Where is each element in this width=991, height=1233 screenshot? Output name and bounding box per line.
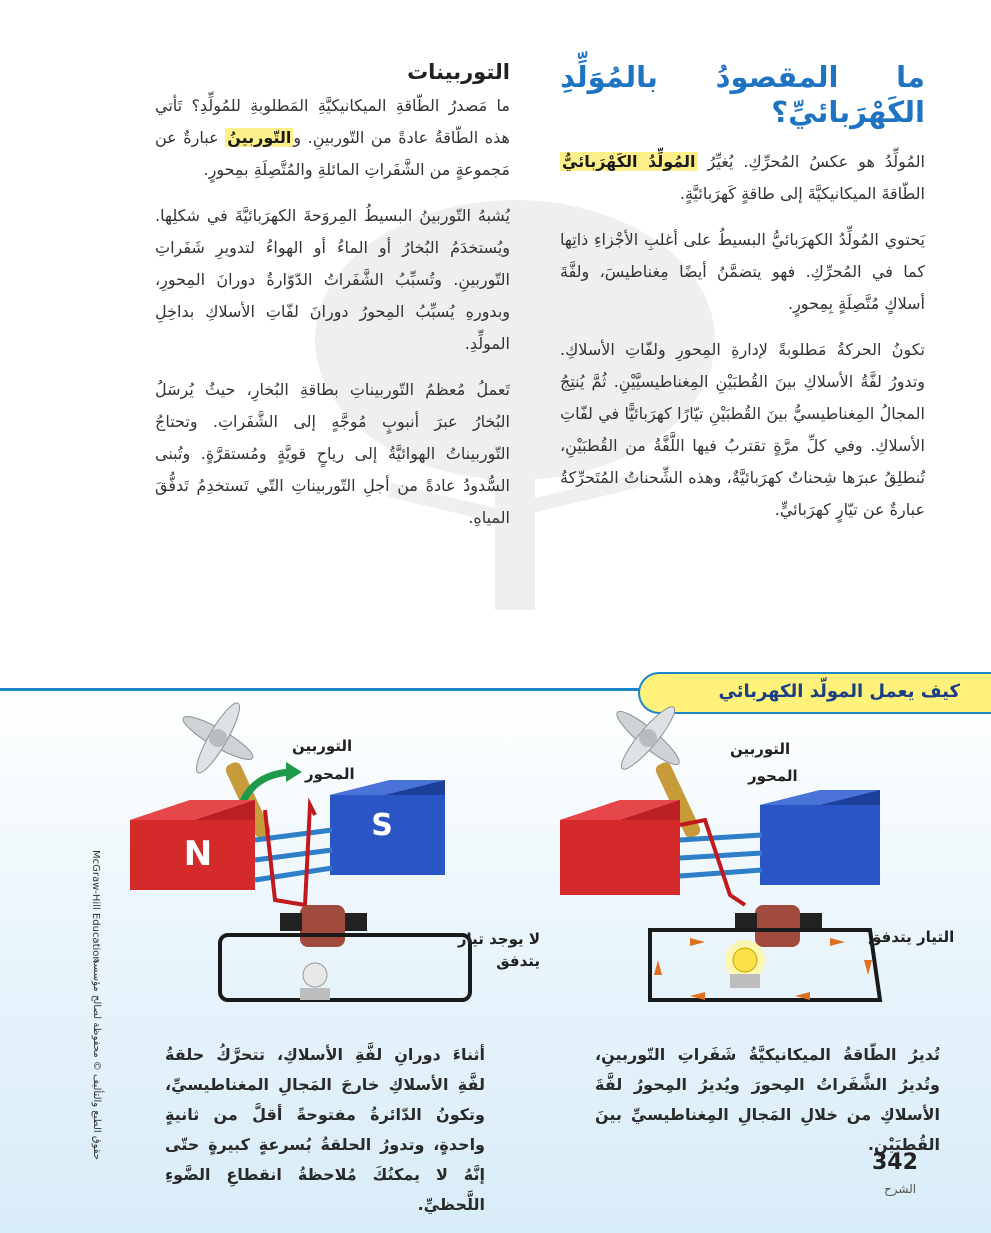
left-axle-label: المحور [305, 765, 355, 783]
parts-paragraph: يَحتوي المُولِّدُ الكهرَبائيُّ البسيطُ على أغلبِ الأجْزاءِ ذاتِها كما في المُحرِّكِ. فهو يتضمَّنُ أيضًا مِغناطيسَ، ولفَّةَ أسلاكٍ مُتَّصِلَةٍ بِمِحورٍ. [560, 229, 925, 313]
north-pole-label: N [183, 834, 213, 874]
page-number: 342 [872, 1150, 918, 1175]
turbine-shape-paragraph: يُشبهُ التّوربينُ البسيطُ المِروَحةَ الكهرَبائيَّةَ في شكلِها. ويُستخدَمُ البُخارُ أو الماءُ أو الهواءُ لتدويرِ شَفَراتِ التّوربينِ. وتُسبِّبُ الشَّفَراتُ الدّوّارةُ دورانَ المِحورِ، وبدورهِ يُسبِّبُ المِحورُ دورانَ لفّاتِ الأسلاكِ بداخِلِ المولِّدِ. [155, 206, 510, 353]
turbine-definition-paragraph [155, 90, 510, 186]
right-turbine-label: التوربين [730, 740, 791, 758]
current-arrows-icon [654, 938, 872, 1000]
current-flows-label: التيار يتدفق [868, 928, 955, 946]
right-diagram-caption: تُديرُ الطّاقةُ الميكانيكيَّةُ شَفَراتِ التّوربينِ، وتُديرُ الشَّفَراتُ المِحورَ ويُديرُ المِحورُ لفَّةَ الأسلاكِ من خلالِ المَجالِ المِغناطيسيِّ بينَ القُطبَيْنِ. [595, 1045, 940, 1154]
south-pole-label: S [371, 808, 393, 843]
copyright-notice: حقوق الطبع والتأليف © محفوظة لصالح مؤسسة [91, 958, 102, 1160]
right-axle-label: المحور [748, 767, 798, 785]
motion-paragraph: تكونُ الحركةُ مَطلوبةً لإدارةِ المِحورِ ولفّاتِ الأسلاكِ. وتدورُ لفَّةُ الأسلاكِ بينَ القُطبَيْنِ المِغناطيسيَّيْنِ. ثُمَّ يُنتِجُ المجالُ المِغناطيسيُّ بينَ القُطبَيْنِ تيّارًا كهرَبائيًّا في لفّاتِ الأسلاكِ. وفي كلِّ مرَّةٍ تقتربُ فيها اللَّفَّةُ من القُطبَيْنِ، تُنطلِقُ عبرَها شِحناتٌ كهرَبائيَّةٌ، وهذه الشِّحناتُ المُتَحرِّكةُ عبارةٌ عن تيّارٍ كهرَبائيٍّ. [560, 339, 925, 519]
left-diagram-caption: أثناءَ دورانِ لفَّةِ الأسلاكِ، تتحرَّكُ حلقةُ لفَّةِ الأسلاكِ خارجَ المَجالِ المغناطيسيِّ، وتكونُ الدّائرةُ مفتوحةً أقلَّ من ثانيةٍ واحدةٍ، وتدورُ الحلقةُ بُسرعةٍ كبيرةٍ حتّى إنَّهُ لا يمكنُكَ مُلاحظةُ انقطاعِ الضَّوءِ اللَّحظيِّ. [165, 1045, 485, 1214]
intro-text-start: المُولِّدُ هو عكسُ المُحرِّكِ. يُغيِّرُ [697, 151, 926, 171]
page-section-label: الشرح [884, 1182, 917, 1196]
term-turbine: التّوربينُ [227, 128, 292, 147]
turbine-steam-paragraph: تَعملُ مُعظمُ التّوربيناتِ بطاقةِ البُخارِ، حيثُ يُرسَلُ البُخارُ عبرَ أنبوبٍ مُوجَّهٍ إلى الشَّفَراتِ. وتحتاجُ التّوربيناتُ الهوائيَّةُ إلى رياحٍ قويَّةٍ ومُستقرَّةٍ. وتُبنى السُّدودُ عادةً من أجلِ التّوربيناتِ التّي تَستخدِمُ تَدفُّقَ المياهِ. [155, 380, 510, 527]
no-current-label: لا يوجد تيار يتدفق [457, 930, 540, 970]
south-magnet [760, 790, 880, 885]
section-title: ما المقصودُ بالمُوَلِّدِ الكَهْرَبائيِّ؟ [560, 60, 925, 129]
turbine-text-end: عبارةٌ عن مَجموعةٍ من الشَّفَراتِ المائلةِ والمُتَّصِلَةِ بمِحورٍ. [155, 128, 510, 179]
lightbulb-on-icon [725, 940, 765, 988]
turbine-blades-icon [179, 699, 257, 777]
left-turbine-label: التوربين [292, 737, 353, 755]
lightbulb-off-icon [300, 963, 330, 1000]
turbines-section [155, 60, 510, 548]
north-magnet [560, 800, 680, 895]
north-magnet [130, 800, 255, 890]
term-electric-generator: المُولِّدُ الكَهْرَبائيُّ [562, 151, 696, 171]
intro-text-end: الطّاقةَ الميكانيكيَّةَ إلى طاقةٍ كَهرَبائيَّةٍ. [679, 183, 925, 203]
turbine-text-start: ما مَصدرُ الطّاقةِ الميكانيكيَّةِ المَطلوبةِ للمُولِّدِ؟ تَأتي هذه الطّاقةُ عادةً من التّوربينِ. و [155, 96, 510, 147]
generator-section [560, 60, 925, 540]
intro-paragraph [560, 146, 925, 210]
turbines-title: التوربينات [407, 60, 510, 84]
commutator-icon [280, 905, 367, 947]
figure-title: كيف يعمل المولّد الكهربائي [718, 681, 960, 702]
south-magnet [330, 780, 445, 875]
publisher-credit: McGraw-Hill Education [90, 850, 101, 963]
turbine-blades-icon [612, 702, 685, 775]
